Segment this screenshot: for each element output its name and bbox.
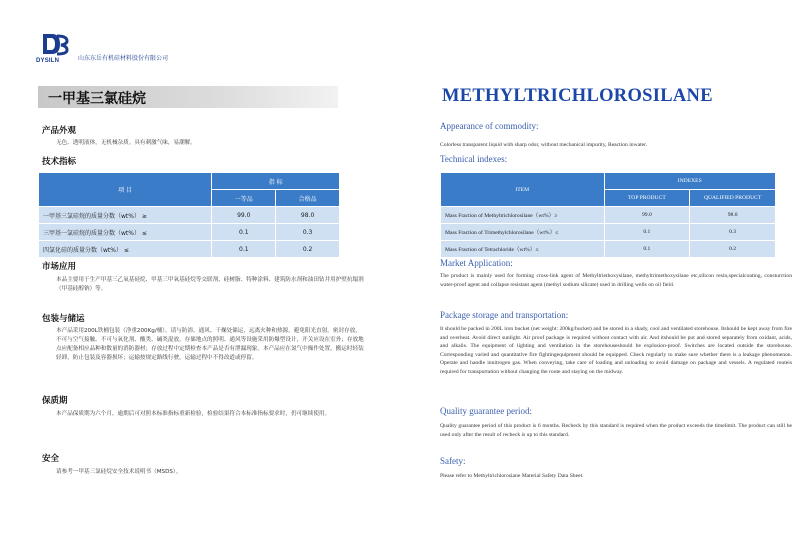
- quality-heading-en: Quality guarantee period:: [440, 406, 532, 416]
- table-col-qualified: 合格品: [276, 190, 340, 207]
- english-page: [400, 0, 800, 546]
- appearance-text: 无色、透明液体，无机械杂质。具有刺激气味，易潮解。: [56, 140, 196, 146]
- quality-text-en: Quality guarantee period of this product is 6 months. Recheck by this standard is required when the product exceeds the timelimit. The product can still be used only after the result of recheck is up to this standard.: [440, 423, 792, 438]
- table-row: 四氯化硅的质量分数（wt%） ≤ 0.1 0.2: [39, 241, 340, 258]
- safety-heading-en: Safety:: [440, 456, 466, 466]
- company-name: 山东东岳有机硅材料股份有限公司: [78, 55, 169, 62]
- appearance-heading: 产品外观: [42, 126, 77, 136]
- safety-text: 请参考一甲基三氯硅烷安全技术说明书（MSDS）。: [56, 469, 182, 475]
- table-row: Mass Fraction of Trimethylchlorosilane（wt%）≤ 0.1 0.3: [441, 224, 776, 241]
- table-col-qualified-en: QUALIFIED PRODUCT: [690, 190, 776, 207]
- table-col-top: 一等品: [212, 190, 276, 207]
- table-row: Mass Fraction of Methyltrichlorosilane（wt%）≥ 99.0 98.0: [441, 207, 776, 224]
- tech-heading: 技术指标: [42, 157, 77, 167]
- table-col-top-en: TOP PRODUCT: [604, 190, 690, 207]
- table-item-header-en: ITEM: [441, 173, 605, 207]
- spec-table-en: [440, 172, 776, 258]
- market-heading-en: Market Application:: [440, 258, 513, 268]
- package-text: 本产品采用200L铁桶包装（净重200Kg/桶）。请与防浴、通风、干燥处储运，远离火种和热源，避免阳光直射。密封存放，不可与空气接触。不可与氧化剂、酸类、碱类混放。存储地点的照明、通风等设施采用防爆型设计，开关应设在室外；存放地点应配备相应品种和数量的消防器材；存放过程中定期检查本产品是否有泄漏现象。本产品应在氮气中操作处置。搬运时轻装轻卸，防止包装及容器损坏；运输按规定路线行驶，运输过程中不得改道或停留。: [56, 328, 364, 361]
- table-row: Mass Fraction of Tetrachloride（wt%）≤ 0.1 0.2: [441, 241, 776, 258]
- table-row: 三甲基一氯硅烷的质量分数（wt%） ≤ 0.1 0.3: [39, 224, 340, 241]
- spec-table: [38, 172, 340, 258]
- table-item-header: 项 目: [39, 173, 212, 207]
- appearance-text-en: Colorless transparent liquid with sharp odor, without mechanical impurity, Reaction inwater.: [440, 142, 648, 148]
- quality-heading: 保质期: [42, 396, 68, 406]
- package-heading-en: Package storage and transportation:: [440, 310, 569, 320]
- safety-text-en: Please refer to Methyltrichlorosiane Material Safety Data Sheet.: [440, 473, 584, 479]
- table-index-header-en: INDEXES: [604, 173, 776, 190]
- appearance-heading-en: Appearance of commodity:: [440, 121, 539, 131]
- market-text: 本品主要用于生产甲基三乙氧基硅烷、甲基三甲氧基硅烷等交联剂、硅树脂、特种涂料、建筑防水剂和油田钻井用护壁抗塌剂（甲基硅醇钠）等。: [56, 277, 364, 292]
- title-bar: [38, 86, 338, 108]
- tech-heading-en: Technical indexes:: [440, 154, 508, 164]
- logo-text: DYSILN: [36, 58, 60, 64]
- market-text-en: The product is mainly used for forming cross-link agent of Methyltriethoxysilane, methyltrimethoxysilane etc,silicon resin,specialcoating, consturction water-proof agent and collapse resistant agent (methyl sodium silicate) used in drilling wells on oil field.: [440, 273, 792, 288]
- market-heading: 市场应用: [42, 262, 77, 272]
- company-logo-icon: [40, 30, 70, 58]
- quality-text: 本产品保质期为六个月，逾期后可对照本标准指标重新检验，检验结果符合本标准指标要求时，仍可继续使用。: [56, 411, 331, 417]
- product-title: METHYLTRICHLOROSILANE: [442, 86, 713, 106]
- package-heading: 包装与储运: [42, 314, 85, 324]
- table-row: 一甲基三氯硅烷的质量分数（wt%） ≥ 99.0 98.0: [39, 207, 340, 224]
- package-text-en: It should be packed in 200L iron bucket (net weight: 200kg/bucket) and be stored in a shady, cool and ventilated storehouse. Itshould be kept away from fire and overheat. Avoid direct sunlight. Air proof package is required without contact with air. And itshould be put and stored separately from oxidant, acids, and alkalis. The equipment of lighting and ventilation in the storehouseshould be explosion-proof. Switches are located outside the storehouse. Corresponding varied and quantitative fire fightingequipment should be equipped. Check regularly to make sure whether there is a leakage phenomenon. Operate and handle innitrogen gas. When conveying, take care of loading and unloading to avoid damage on package and vessels. A regulated routeis required for transportation without changing the route and staying on the midway.: [440, 326, 792, 375]
- safety-heading: 安全: [42, 454, 60, 464]
- page-title: 一甲基三氯硅烷: [48, 91, 146, 107]
- table-index-header: 指 标: [212, 173, 340, 190]
